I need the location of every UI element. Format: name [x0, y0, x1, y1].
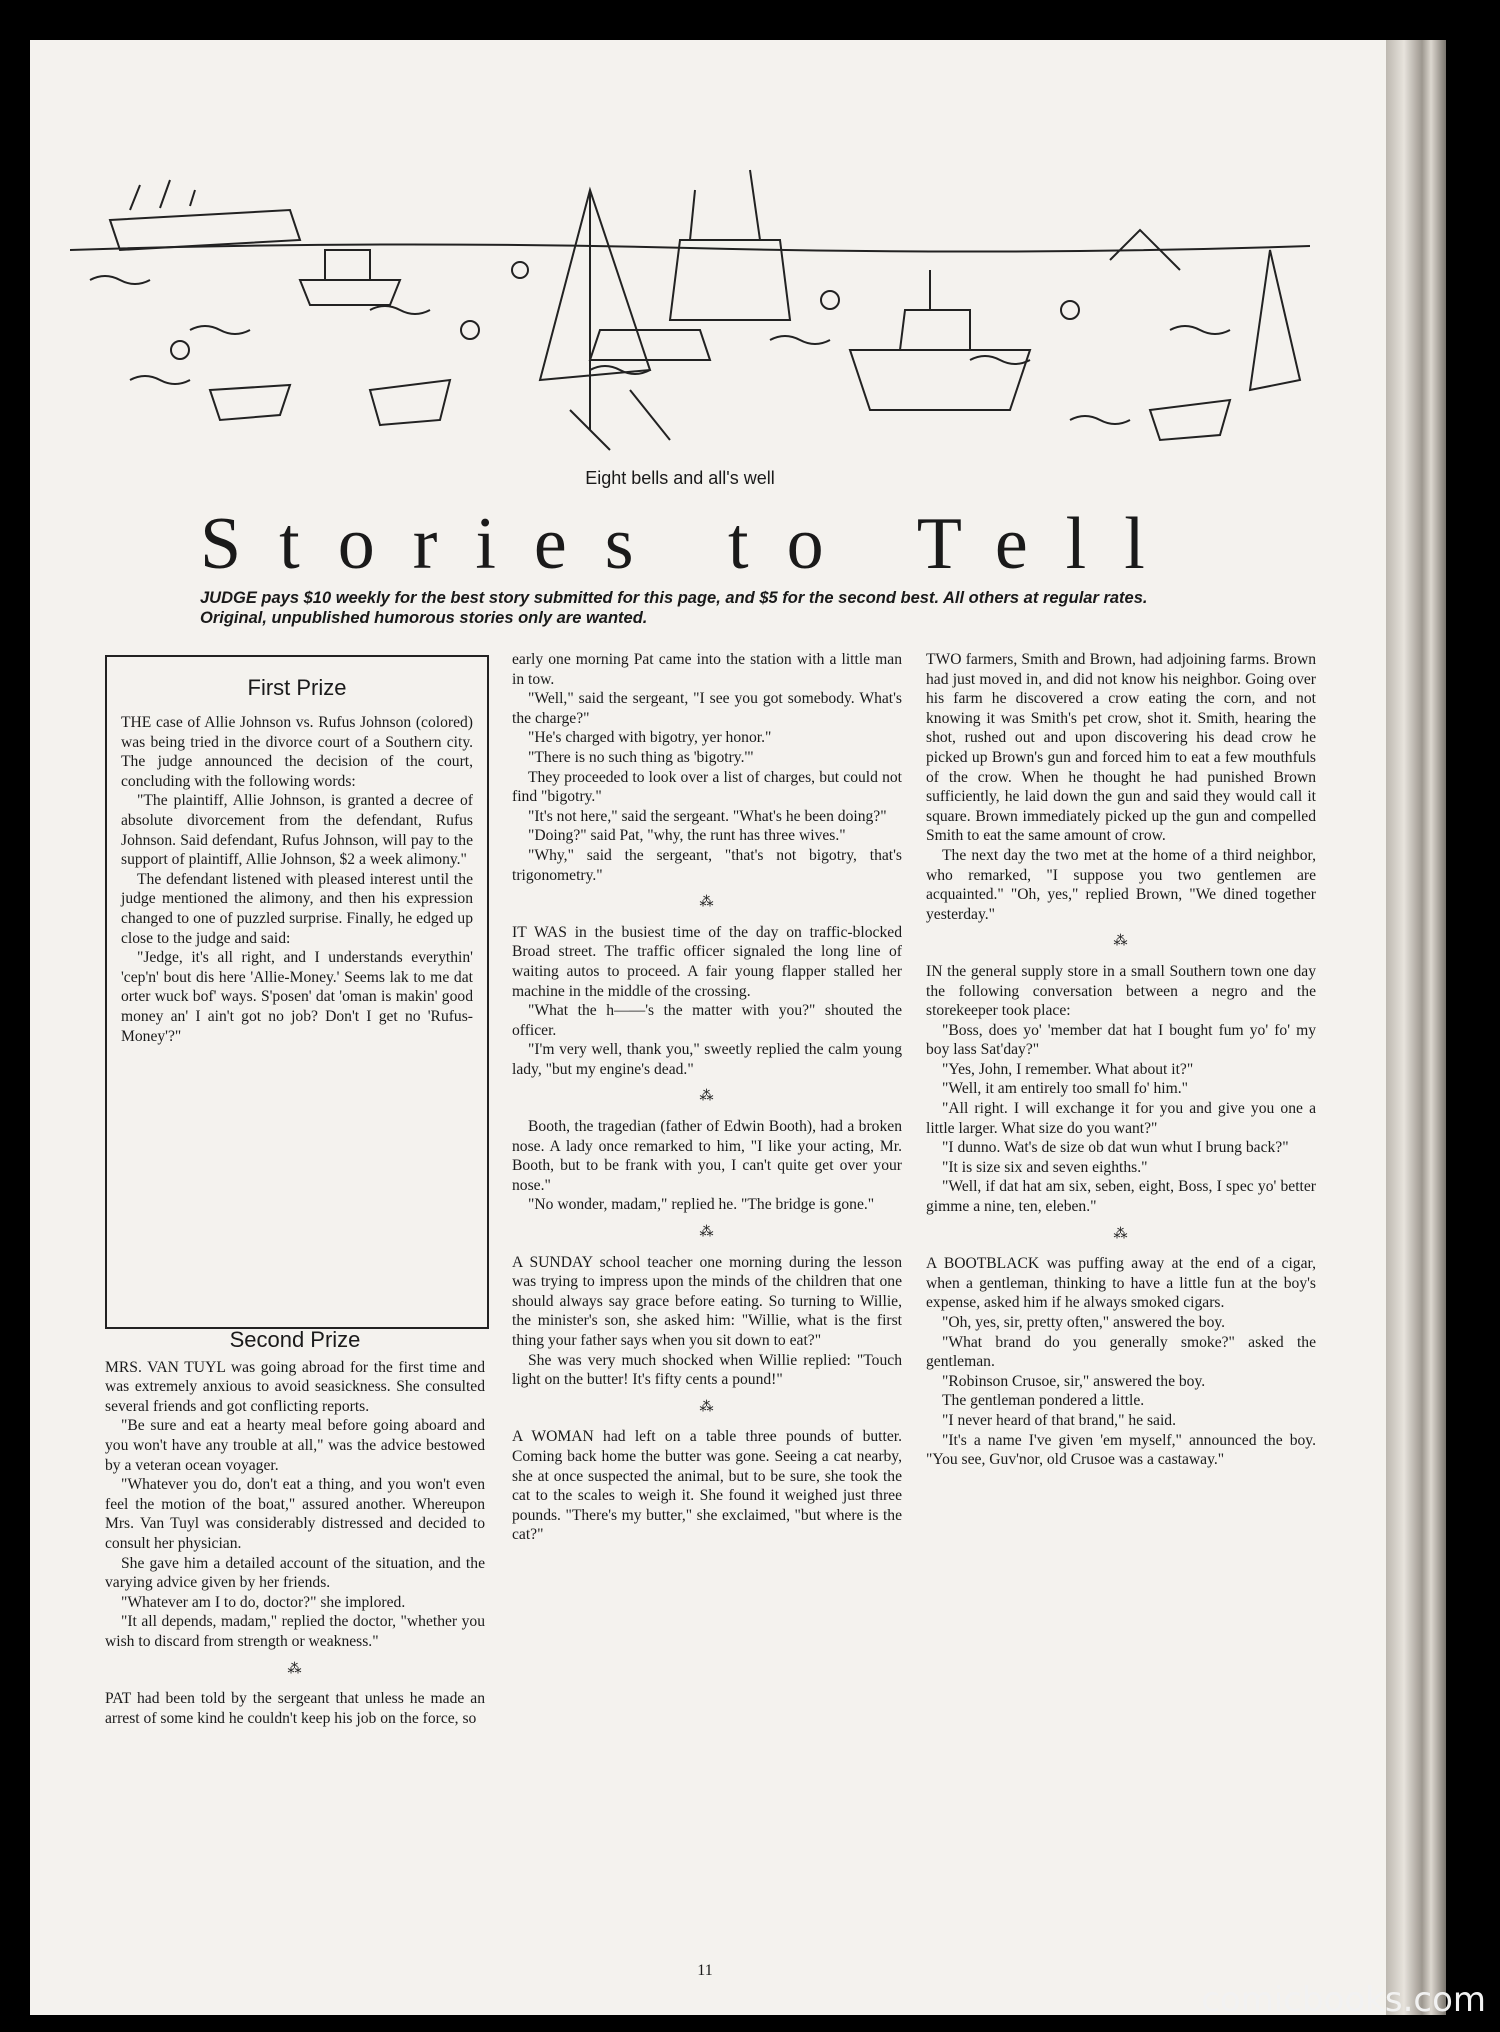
site-watermark: comicbooks.com: [1201, 1980, 1486, 2020]
story-paragraph: "It's not here," said the sergeant. "What's he been doing?": [528, 807, 887, 825]
column-two: [512, 650, 902, 1545]
story-separator: ⁂: [699, 895, 715, 911]
book-spine-edge: [1386, 40, 1446, 2015]
story-paragraph: "Oh, yes, sir, pretty often," answered the boy.: [942, 1314, 1226, 1331]
story-paragraph: "Well, if dat hat am six, seben, eight, Boss, I spec yo' better gimme a nine, ten, eleben.": [926, 1178, 1316, 1216]
first-prize-heading: First Prize: [247, 675, 347, 700]
story-paragraph: "It is size six and seven eighths.": [942, 1158, 1148, 1176]
story-paragraph: "It all depends, madam," replied the doctor, "whether you wish to discard from strength or weakness.": [105, 1613, 485, 1650]
story-paragraph: "There is no such thing as 'bigotry.'": [528, 748, 754, 766]
story-paragraph: "I never heard of that brand," he said.: [942, 1411, 1176, 1429]
magazine-page: [30, 40, 1420, 2015]
second-prize-heading: Second Prize: [229, 1327, 361, 1352]
story-paragraph: "What the h——'s the matter with you?" shouted the officer.: [512, 1002, 902, 1039]
story-paragraph: She gave him a detailed account of the situation, and the varying advice given by her friends.: [105, 1554, 485, 1592]
story-paragraph: "Be sure and eat a hearty meal before going aboard and you won't have any trouble at all," was the advice bestowed by a veteran ocean voyager.: [105, 1417, 485, 1474]
story-paragraph: "Why," said the sergeant, "that's not bigotry, that's trigonometry.": [512, 846, 902, 884]
boats-sea-drawing: [70, 130, 1310, 460]
story-paragraph: PAT had been told by the sergeant that unless he made an arrest of some kind he couldn't keep his job on the force, so: [105, 1690, 485, 1727]
story-paragraph: "No wonder, madam," replied he. "The bridge is gone.": [528, 1196, 875, 1214]
story-paragraph: "I dunno. Wat's de size ob dat wun whut I brung back?": [942, 1139, 1289, 1157]
story-paragraph: "It's a name I've given 'em myself," announced the boy. "You see, Guv'nor, old Crusoe was a castaway.": [926, 1431, 1316, 1469]
story-separator: ⁂: [699, 1225, 715, 1241]
story-paragraph: "Boss, does yo' 'member dat hat I bought fum yo' fo' my boy lass Sat'day?": [926, 1021, 1316, 1059]
illustration-caption: Eight bells and all's well: [585, 468, 775, 488]
story-paragraph: She was very much shocked when Willie replied: "Touch light on the butter! It's fifty cents a pound!": [512, 1351, 902, 1389]
page-title: Stories to Tell: [200, 503, 1183, 585]
story-paragraph: "Well," said the sergeant, "I see you got somebody. What's the charge?": [512, 690, 902, 727]
story-paragraph: A BOOTBLACK was puffing away at the end of a cigar, when a gentleman, thinking to have a little fun at the boy's expense, asked him if he always smoked cigars.: [926, 1255, 1316, 1312]
story-paragraph: "Yes, John, I remember. What about it?": [942, 1060, 1194, 1078]
story-paragraph: The defendant listened with pleased interest until the judge mentioned the alimony, and then his expression changed to one of puzzled surprise. Finally, he edged up close to the judge and said:: [121, 870, 473, 947]
story-paragraph: MRS. VAN TUYL was going abroad for the first time and was extremely anxious to avoid seasickness. She consulted several friends and got conflicting reports.: [105, 1358, 485, 1415]
story-paragraph: early one morning Pat came into the station with a little man in tow.: [512, 651, 902, 688]
cartoon-illustration: [70, 130, 1310, 460]
story-paragraph: "I'm very well, thank you," sweetly replied the calm young lady, "but my engine's dead.": [512, 1041, 902, 1078]
story-paragraph: "Whatever am I to do, doctor?" she implored.: [121, 1593, 406, 1611]
story-paragraph: IT WAS in the busiest time of the day on traffic-blocked Broad street. The traffic officer signaled the long line of waiting autos to proceed. A fair young flapper stalled her machine in the middle of the crossing.: [512, 923, 902, 1000]
story-paragraph: "What brand do you generally smoke?" asked the gentleman.: [926, 1333, 1316, 1371]
story-paragraph: The next day the two met at the home of a third neighbor, who remarked, "I suppose you two gentlemen are acquainted." "Oh, yes," replied Brown, "We dined together yesterday.": [926, 846, 1316, 923]
story-paragraph: A WOMAN had left on a table three pounds of butter. Coming back home the butter was gone. Seeing a cat nearby, she at once suspected the animal, but to be sure, she took the cat to the scales to weigh it. She found it weighed just three pounds. "There's my butter," she exclaimed, "but where is the cat?": [512, 1428, 902, 1544]
story-paragraph: They proceeded to look over a list of charges, but could not find "bigotry.": [512, 768, 902, 806]
story-paragraph: Booth, the tragedian (father of Edwin Booth), had a broken nose. A lady once remarked to him, "I like your acting, Mr. Booth, but to be frank with you, I can't quite get over your nose.": [512, 1118, 902, 1194]
page-subtitle: JUDGE pays $10 weekly for the best story submitted for this page, and $5 for the second best. All others at regular rates. Original, unpublished humorous stories only are wanted.: [200, 589, 1148, 627]
story-paragraph: "Well, it am entirely too small fo' him.": [942, 1080, 1188, 1098]
story-paragraph: "Jedge, it's all right, and I understands everythin' 'cep'n' bout dis here 'Allie-Money.' Seems lak to me dat orter wuck bof' ways. S'posen' dat 'oman is makin' good money an' I ain't got no job? Don't I get no 'Rufus-Money'?": [121, 949, 473, 1045]
story-paragraph: TWO farmers, Smith and Brown, had adjoining farms. Brown had just moved in, and did not know his neighbor. Going over his farm he discovered a crow eating the corn, and not knowing it was Smith's pet crow, shot it. Smith, hearing the shot, rushed out and upon discovering his dead crow he picked up Brown's gun and forced him to eat a few mouthfuls of the crow. When he thought he had punished Brown sufficiently, he laid down the gun and said they would call it square. Brown immediately picked up the gun and compelled Smith to eat the same amount of crow.: [926, 651, 1316, 845]
page-number: 11: [697, 1962, 713, 1979]
story-paragraph: THE case of Allie Johnson vs. Rufus Johnson (colored) was being tried in the divorce court of a Southern city. The judge announced the decision of the court, concluding with the following words:: [121, 714, 473, 790]
story-paragraph: The gentleman pondered a little.: [942, 1392, 1145, 1410]
story-separator: ⁂: [1113, 934, 1129, 950]
story-paragraph: "The plaintiff, Allie Johnson, is granted a decree of absolute divorcement from the defendant, Rufus Johnson. Said defendant, Rufus Johnson, will pay to the support of plaintiff, Allie Johnson, $2 a week alimony.": [121, 792, 473, 869]
story-paragraph: "He's charged with bigotry, yer honor.": [528, 729, 772, 747]
story-paragraph: "All right. I will exchange it for you and give you one a little larger. What size do you want?": [926, 1100, 1316, 1137]
story-paragraph: "Robinson Crusoe, sir," answered the boy.: [942, 1372, 1206, 1390]
story-paragraph: IN the general supply store in a small Southern town one day the following conversation between a negro and the storekeeper took place:: [926, 962, 1316, 1020]
story-paragraph: A SUNDAY school teacher one morning during the lesson was trying to impress upon the minds of the children that one should always say grace before eating. So turning to Willie, the minister's son, she asked him: "Willie, what is the first thing your father says when you sit down to eat?": [512, 1253, 902, 1349]
first-prize-story: [121, 713, 473, 1046]
story-separator: ⁂: [699, 1399, 715, 1415]
story-paragraph: "Whatever you do, don't eat a thing, and you won't even feel the motion of the boat," assured another. Whereupon Mrs. Van Tuyl was considerably distressed and decided to consult her physician.: [105, 1476, 485, 1552]
story-paragraph: "Doing?" said Pat, "why, the runt has three wives.": [528, 827, 846, 845]
first-prize-box: [105, 655, 489, 1329]
second-prize-section: [105, 1327, 485, 1728]
story-separator: ⁂: [699, 1089, 715, 1105]
story-separator: ⁂: [1113, 1226, 1129, 1242]
story-separator: ⁂: [287, 1661, 303, 1677]
column-three: [926, 650, 1316, 1470]
